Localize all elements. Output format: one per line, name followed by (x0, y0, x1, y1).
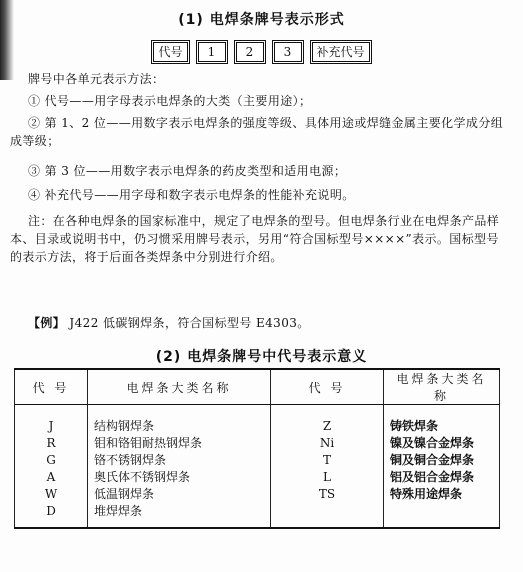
cell-code (271, 502, 384, 528)
cell-code: TS (271, 485, 384, 502)
table-row (15, 405, 500, 435)
note-paragraph: 注：在各种电焊条的国家标准中，规定了电焊条的型号。但电焊条行业在电焊条产品样本、目录或说明书中，仍习惯采用牌号表示，另用“符合国标型号××××”表示。国标型号的表示方法，将于后面各类焊条中分别进行介绍。 (10, 214, 500, 264)
cell-category: 堆焊焊条 (88, 502, 271, 528)
item-supplement: ④ 补充代号——用字母和数字表示电焊条的性能补充说明。 (28, 188, 355, 202)
cell-code: A (15, 468, 88, 485)
example-line (28, 314, 500, 332)
cell-code: L (271, 468, 384, 485)
header-code-2: 代 号 (271, 369, 384, 405)
header-code-1: 代 号 (15, 369, 88, 405)
format-box-digit-3: 3 (274, 42, 302, 62)
cell-category: 特殊用途焊条 (384, 485, 500, 502)
cell-category: 钼和铬钼耐热钢焊条 (88, 434, 271, 451)
cell-code: Z (271, 405, 384, 435)
cell-category: 奥氏体不锈钢焊条 (88, 468, 271, 485)
cell-code: R (15, 434, 88, 451)
code-table (14, 368, 500, 529)
cell-category: 铸铁焊条 (384, 405, 500, 435)
section-heading-format: (1) 电焊条牌号表示形式 (178, 12, 345, 28)
intro-line: 牌号中各单元表示方法： (28, 72, 165, 86)
cell-category: 铜及铜合金焊条 (384, 451, 500, 468)
cell-code: T (271, 451, 384, 468)
item-code: ① 代号——用字母表示电焊条的大类（主要用途）； (28, 94, 312, 108)
table-row (15, 468, 500, 485)
format-diagram (0, 42, 523, 62)
cell-category: 镍及镍合金焊条 (384, 434, 500, 451)
cell-category: 低温钢焊条 (88, 485, 271, 502)
table-row (15, 451, 500, 468)
cell-code: D (15, 502, 88, 528)
item-digits-1-2: ② 第 1、2 位——用数字表示电焊条的强度等级、具体用途或焊缝金属主要化学成分组成等级； (10, 116, 504, 148)
cell-category: 铬不锈钢焊条 (88, 451, 271, 468)
section-heading-codes: (2) 电焊条牌号中代号表示意义 (155, 349, 368, 365)
format-box-digit-2: 2 (236, 42, 264, 62)
table-header-row (15, 369, 500, 405)
cell-code: W (15, 485, 88, 502)
cell-category (384, 502, 500, 528)
table-row (15, 485, 500, 502)
header-category-1: 电焊条大类名称 (88, 369, 271, 405)
cell-code: J (15, 405, 88, 435)
example-label: 【例】 (28, 316, 66, 330)
item-digit-3: ③ 第 3 位——用数字表示电焊条的药皮类型和适用电源； (28, 164, 347, 178)
header-category-2: 电焊条大类名称 (384, 369, 500, 405)
cell-category: 铝及铝合金焊条 (384, 468, 500, 485)
table-row (15, 434, 500, 451)
cell-code: G (15, 451, 88, 468)
cell-code: Ni (271, 434, 384, 451)
table-row (15, 502, 500, 528)
format-box-digit-1: 1 (198, 42, 226, 62)
cell-category: 结构钢焊条 (88, 405, 271, 435)
format-box-code: 代号 (153, 42, 187, 62)
format-box-supplement: 补充代号 (312, 42, 370, 62)
example-text: J422 低碳钢焊条，符合国标型号 E4303。 (65, 316, 310, 330)
